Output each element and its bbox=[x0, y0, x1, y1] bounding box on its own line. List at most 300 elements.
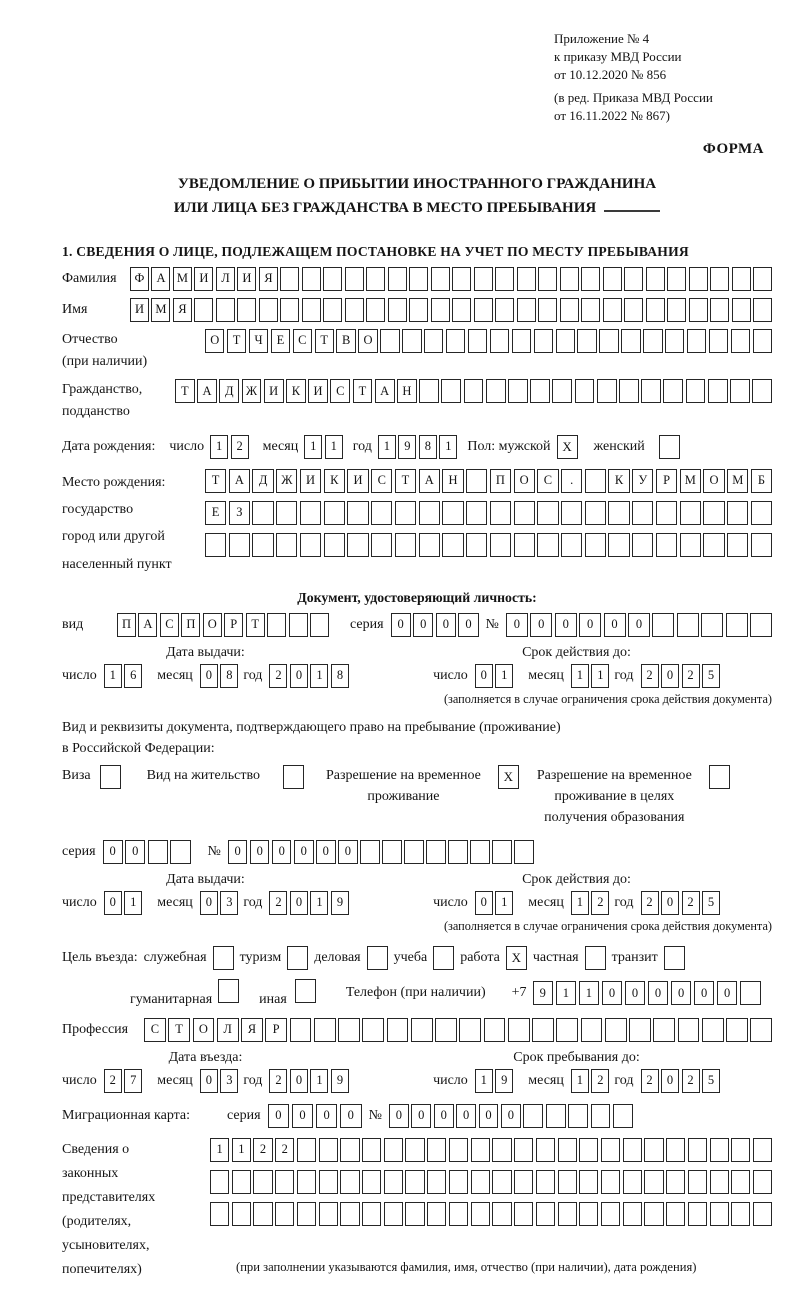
sex-male-checkbox[interactable]: X bbox=[557, 435, 578, 459]
char-cell[interactable] bbox=[340, 1170, 359, 1194]
char-cell[interactable] bbox=[347, 501, 368, 525]
char-cell[interactable] bbox=[492, 1170, 511, 1194]
char-cell[interactable] bbox=[605, 1018, 627, 1042]
char-cell[interactable] bbox=[360, 840, 380, 864]
char-cell[interactable] bbox=[585, 501, 606, 525]
char-cell[interactable] bbox=[471, 1170, 490, 1194]
char-cell[interactable] bbox=[560, 298, 579, 322]
char-cell[interactable]: 0 bbox=[103, 840, 123, 864]
char-cell[interactable]: 1 bbox=[310, 1069, 328, 1093]
char-cell[interactable] bbox=[302, 267, 321, 291]
char-cell[interactable] bbox=[297, 1170, 316, 1194]
char-cell[interactable] bbox=[688, 1202, 707, 1226]
sex-female-checkbox[interactable] bbox=[659, 435, 680, 459]
char-cell[interactable] bbox=[517, 298, 536, 322]
char-cell[interactable]: М bbox=[151, 298, 170, 322]
char-cell[interactable] bbox=[710, 267, 729, 291]
char-cell[interactable]: 2 bbox=[641, 891, 659, 915]
char-cell[interactable]: 0 bbox=[717, 981, 738, 1005]
char-cell[interactable]: 0 bbox=[200, 664, 218, 688]
char-cell[interactable] bbox=[459, 1018, 481, 1042]
char-cell[interactable] bbox=[514, 533, 535, 557]
char-cell[interactable]: 0 bbox=[228, 840, 248, 864]
char-cell[interactable] bbox=[624, 267, 643, 291]
char-cell[interactable] bbox=[468, 329, 487, 353]
char-cell[interactable] bbox=[492, 1138, 511, 1162]
char-cell[interactable]: Я bbox=[173, 298, 192, 322]
char-cell[interactable]: Ф bbox=[130, 267, 149, 291]
char-cell[interactable] bbox=[537, 501, 558, 525]
char-cell[interactable]: З bbox=[229, 501, 250, 525]
char-cell[interactable]: И bbox=[130, 298, 149, 322]
char-cell[interactable]: 0 bbox=[506, 613, 528, 637]
char-cell[interactable] bbox=[753, 329, 772, 353]
char-cell[interactable] bbox=[302, 298, 321, 322]
char-cell[interactable] bbox=[703, 533, 724, 557]
char-cell[interactable]: Т bbox=[246, 613, 265, 637]
char-cell[interactable]: М bbox=[727, 469, 748, 493]
char-cell[interactable]: О bbox=[703, 469, 724, 493]
char-cell[interactable]: С bbox=[537, 469, 558, 493]
char-cell[interactable]: 8 bbox=[331, 664, 349, 688]
char-cell[interactable]: Р bbox=[656, 469, 677, 493]
char-cell[interactable]: С bbox=[293, 329, 312, 353]
char-cell[interactable] bbox=[362, 1202, 381, 1226]
char-cell[interactable] bbox=[597, 379, 617, 403]
char-cell[interactable] bbox=[280, 298, 299, 322]
char-cell[interactable]: И bbox=[194, 267, 213, 291]
char-cell[interactable] bbox=[387, 1018, 409, 1042]
char-cell[interactable]: Т bbox=[227, 329, 246, 353]
char-cell[interactable]: 0 bbox=[436, 613, 456, 637]
char-cell[interactable]: Ч bbox=[249, 329, 268, 353]
char-cell[interactable]: 0 bbox=[292, 1104, 314, 1128]
char-cell[interactable]: С bbox=[144, 1018, 166, 1042]
char-cell[interactable] bbox=[426, 840, 446, 864]
char-cell[interactable] bbox=[323, 298, 342, 322]
char-cell[interactable] bbox=[556, 329, 575, 353]
char-cell[interactable]: 1 bbox=[124, 891, 142, 915]
char-cell[interactable]: А bbox=[151, 267, 170, 291]
char-cell[interactable]: 1 bbox=[571, 891, 589, 915]
char-cell[interactable]: Б bbox=[751, 469, 772, 493]
char-cell[interactable] bbox=[530, 379, 550, 403]
char-cell[interactable] bbox=[470, 840, 490, 864]
char-cell[interactable] bbox=[688, 1170, 707, 1194]
char-cell[interactable] bbox=[538, 298, 557, 322]
char-cell[interactable] bbox=[442, 501, 463, 525]
char-cell[interactable] bbox=[579, 1170, 598, 1194]
char-cell[interactable]: 0 bbox=[316, 840, 336, 864]
char-cell[interactable] bbox=[653, 1018, 675, 1042]
char-cell[interactable]: 0 bbox=[501, 1104, 521, 1128]
char-cell[interactable] bbox=[689, 298, 708, 322]
char-cell[interactable] bbox=[558, 1202, 577, 1226]
char-cell[interactable] bbox=[405, 1202, 424, 1226]
char-cell[interactable]: 1 bbox=[556, 981, 577, 1005]
char-cell[interactable] bbox=[384, 1170, 403, 1194]
char-cell[interactable]: С bbox=[160, 613, 179, 637]
char-cell[interactable] bbox=[585, 533, 606, 557]
char-cell[interactable]: 9 bbox=[495, 1069, 513, 1093]
char-cell[interactable]: Л bbox=[216, 267, 235, 291]
char-cell[interactable] bbox=[297, 1202, 316, 1226]
char-cell[interactable] bbox=[405, 1170, 424, 1194]
purpose-work-checkbox[interactable]: X bbox=[506, 946, 527, 970]
char-cell[interactable] bbox=[441, 379, 461, 403]
char-cell[interactable]: 0 bbox=[290, 891, 308, 915]
char-cell[interactable]: 0 bbox=[604, 613, 626, 637]
char-cell[interactable] bbox=[753, 298, 772, 322]
char-cell[interactable] bbox=[431, 267, 450, 291]
char-cell[interactable]: 0 bbox=[268, 1104, 290, 1128]
char-cell[interactable] bbox=[623, 1170, 642, 1194]
char-cell[interactable] bbox=[466, 501, 487, 525]
char-cell[interactable] bbox=[419, 501, 440, 525]
char-cell[interactable] bbox=[608, 533, 629, 557]
char-cell[interactable] bbox=[644, 1202, 663, 1226]
char-cell[interactable]: О bbox=[358, 329, 377, 353]
char-cell[interactable]: 2 bbox=[641, 664, 659, 688]
char-cell[interactable] bbox=[319, 1202, 338, 1226]
char-cell[interactable]: 0 bbox=[294, 840, 314, 864]
char-cell[interactable]: Р bbox=[224, 613, 243, 637]
char-cell[interactable] bbox=[148, 840, 168, 864]
char-cell[interactable]: Т bbox=[315, 329, 334, 353]
char-cell[interactable]: 1 bbox=[210, 1138, 229, 1162]
char-cell[interactable] bbox=[384, 1202, 403, 1226]
char-cell[interactable] bbox=[446, 329, 465, 353]
char-cell[interactable]: 0 bbox=[389, 1104, 409, 1128]
char-cell[interactable] bbox=[546, 1104, 566, 1128]
char-cell[interactable]: 0 bbox=[250, 840, 270, 864]
char-cell[interactable] bbox=[537, 533, 558, 557]
char-cell[interactable] bbox=[419, 533, 440, 557]
char-cell[interactable] bbox=[517, 267, 536, 291]
char-cell[interactable] bbox=[731, 1170, 750, 1194]
char-cell[interactable] bbox=[427, 1138, 446, 1162]
char-cell[interactable]: П bbox=[117, 613, 136, 637]
char-cell[interactable] bbox=[560, 267, 579, 291]
char-cell[interactable] bbox=[575, 379, 595, 403]
char-cell[interactable] bbox=[753, 1202, 772, 1226]
char-cell[interactable]: 0 bbox=[648, 981, 669, 1005]
char-cell[interactable] bbox=[237, 298, 256, 322]
char-cell[interactable] bbox=[731, 1138, 750, 1162]
char-cell[interactable]: 1 bbox=[495, 664, 513, 688]
char-cell[interactable] bbox=[666, 1138, 685, 1162]
char-cell[interactable]: 1 bbox=[210, 435, 228, 459]
char-cell[interactable]: Ж bbox=[242, 379, 262, 403]
char-cell[interactable]: 5 bbox=[702, 1069, 720, 1093]
char-cell[interactable]: В bbox=[336, 329, 355, 353]
char-cell[interactable] bbox=[663, 379, 683, 403]
char-cell[interactable]: 2 bbox=[641, 1069, 659, 1093]
char-cell[interactable]: Т bbox=[395, 469, 416, 493]
char-cell[interactable] bbox=[701, 613, 723, 637]
char-cell[interactable]: К bbox=[608, 469, 629, 493]
char-cell[interactable] bbox=[629, 1018, 651, 1042]
char-cell[interactable] bbox=[471, 1202, 490, 1226]
char-cell[interactable] bbox=[366, 298, 385, 322]
char-cell[interactable] bbox=[466, 533, 487, 557]
char-cell[interactable] bbox=[710, 1138, 729, 1162]
char-cell[interactable] bbox=[290, 1018, 312, 1042]
char-cell[interactable] bbox=[687, 329, 706, 353]
char-cell[interactable] bbox=[216, 298, 235, 322]
char-cell[interactable]: 0 bbox=[458, 613, 478, 637]
char-cell[interactable] bbox=[532, 1018, 554, 1042]
char-cell[interactable] bbox=[667, 267, 686, 291]
purpose-humanitarian-checkbox[interactable] bbox=[218, 979, 239, 1003]
char-cell[interactable]: 0 bbox=[104, 891, 122, 915]
purpose-other-checkbox[interactable] bbox=[295, 979, 316, 1003]
char-cell[interactable]: 0 bbox=[671, 981, 692, 1005]
char-cell[interactable] bbox=[402, 329, 421, 353]
purpose-study-checkbox[interactable] bbox=[433, 946, 454, 970]
char-cell[interactable]: К bbox=[286, 379, 306, 403]
char-cell[interactable] bbox=[388, 298, 407, 322]
char-cell[interactable] bbox=[536, 1170, 555, 1194]
char-cell[interactable] bbox=[750, 613, 772, 637]
char-cell[interactable] bbox=[753, 1170, 772, 1194]
char-cell[interactable]: А bbox=[375, 379, 395, 403]
char-cell[interactable] bbox=[323, 267, 342, 291]
char-cell[interactable]: 2 bbox=[104, 1069, 122, 1093]
char-cell[interactable] bbox=[275, 1170, 294, 1194]
char-cell[interactable]: 1 bbox=[439, 435, 457, 459]
char-cell[interactable] bbox=[603, 267, 622, 291]
char-cell[interactable] bbox=[371, 501, 392, 525]
char-cell[interactable]: 0 bbox=[290, 664, 308, 688]
char-cell[interactable] bbox=[449, 1170, 468, 1194]
char-cell[interactable] bbox=[276, 533, 297, 557]
char-cell[interactable] bbox=[259, 298, 278, 322]
char-cell[interactable]: 1 bbox=[104, 664, 122, 688]
char-cell[interactable] bbox=[750, 1018, 772, 1042]
char-cell[interactable] bbox=[300, 533, 321, 557]
char-cell[interactable] bbox=[464, 379, 484, 403]
char-cell[interactable] bbox=[232, 1170, 251, 1194]
char-cell[interactable]: 0 bbox=[411, 1104, 431, 1128]
char-cell[interactable] bbox=[275, 1202, 294, 1226]
char-cell[interactable] bbox=[267, 613, 286, 637]
char-cell[interactable]: 1 bbox=[325, 435, 343, 459]
char-cell[interactable] bbox=[486, 379, 506, 403]
char-cell[interactable] bbox=[362, 1138, 381, 1162]
char-cell[interactable]: А bbox=[419, 469, 440, 493]
char-cell[interactable] bbox=[623, 1138, 642, 1162]
char-cell[interactable]: 0 bbox=[272, 840, 292, 864]
char-cell[interactable]: 3 bbox=[220, 1069, 238, 1093]
char-cell[interactable]: У bbox=[632, 469, 653, 493]
char-cell[interactable]: Е bbox=[205, 501, 226, 525]
char-cell[interactable]: 0 bbox=[434, 1104, 454, 1128]
char-cell[interactable] bbox=[603, 298, 622, 322]
char-cell[interactable] bbox=[442, 533, 463, 557]
char-cell[interactable]: 9 bbox=[398, 435, 416, 459]
char-cell[interactable]: 7 bbox=[124, 1069, 142, 1093]
char-cell[interactable] bbox=[552, 379, 572, 403]
char-cell[interactable]: 0 bbox=[125, 840, 145, 864]
char-cell[interactable]: С bbox=[330, 379, 350, 403]
char-cell[interactable] bbox=[170, 840, 190, 864]
char-cell[interactable]: Н bbox=[442, 469, 463, 493]
char-cell[interactable] bbox=[452, 298, 471, 322]
char-cell[interactable]: 0 bbox=[413, 613, 433, 637]
char-cell[interactable]: Н bbox=[397, 379, 417, 403]
char-cell[interactable]: 0 bbox=[661, 664, 679, 688]
char-cell[interactable]: А bbox=[229, 469, 250, 493]
char-cell[interactable]: 0 bbox=[661, 1069, 679, 1093]
char-cell[interactable]: 2 bbox=[269, 891, 287, 915]
char-cell[interactable]: 9 bbox=[331, 1069, 349, 1093]
char-cell[interactable]: 1 bbox=[310, 891, 328, 915]
char-cell[interactable] bbox=[210, 1202, 229, 1226]
char-cell[interactable] bbox=[492, 840, 512, 864]
char-cell[interactable]: О bbox=[203, 613, 222, 637]
char-cell[interactable] bbox=[252, 501, 273, 525]
char-cell[interactable]: 1 bbox=[310, 664, 328, 688]
char-cell[interactable] bbox=[585, 469, 606, 493]
char-cell[interactable] bbox=[751, 501, 772, 525]
char-cell[interactable] bbox=[452, 267, 471, 291]
char-cell[interactable] bbox=[666, 1170, 685, 1194]
char-cell[interactable] bbox=[726, 1018, 748, 1042]
char-cell[interactable] bbox=[677, 613, 699, 637]
char-cell[interactable] bbox=[466, 469, 487, 493]
char-cell[interactable] bbox=[710, 298, 729, 322]
char-cell[interactable]: И bbox=[237, 267, 256, 291]
char-cell[interactable] bbox=[644, 1138, 663, 1162]
char-cell[interactable] bbox=[409, 267, 428, 291]
char-cell[interactable] bbox=[710, 1202, 729, 1226]
char-cell[interactable]: 8 bbox=[419, 435, 437, 459]
char-cell[interactable] bbox=[371, 533, 392, 557]
char-cell[interactable] bbox=[345, 298, 364, 322]
char-cell[interactable] bbox=[558, 1138, 577, 1162]
char-cell[interactable]: Д bbox=[252, 469, 273, 493]
char-cell[interactable]: 0 bbox=[530, 613, 552, 637]
char-cell[interactable] bbox=[731, 1202, 750, 1226]
char-cell[interactable] bbox=[490, 533, 511, 557]
char-cell[interactable] bbox=[411, 1018, 433, 1042]
char-cell[interactable] bbox=[514, 840, 534, 864]
char-cell[interactable] bbox=[686, 379, 706, 403]
char-cell[interactable] bbox=[319, 1138, 338, 1162]
char-cell[interactable]: 0 bbox=[340, 1104, 362, 1128]
char-cell[interactable]: И bbox=[264, 379, 284, 403]
char-cell[interactable] bbox=[427, 1202, 446, 1226]
char-cell[interactable]: Р bbox=[265, 1018, 287, 1042]
char-cell[interactable] bbox=[577, 329, 596, 353]
char-cell[interactable] bbox=[646, 267, 665, 291]
char-cell[interactable] bbox=[579, 1202, 598, 1226]
char-cell[interactable]: 0 bbox=[694, 981, 715, 1005]
char-cell[interactable] bbox=[703, 501, 724, 525]
char-cell[interactable] bbox=[680, 533, 701, 557]
purpose-official-checkbox[interactable] bbox=[213, 946, 234, 970]
char-cell[interactable] bbox=[601, 1202, 620, 1226]
char-cell[interactable] bbox=[448, 840, 468, 864]
char-cell[interactable] bbox=[556, 1018, 578, 1042]
purpose-private-checkbox[interactable] bbox=[585, 946, 606, 970]
char-cell[interactable]: Т bbox=[205, 469, 226, 493]
char-cell[interactable]: 9 bbox=[331, 891, 349, 915]
char-cell[interactable] bbox=[591, 1104, 611, 1128]
char-cell[interactable] bbox=[395, 533, 416, 557]
char-cell[interactable] bbox=[751, 533, 772, 557]
char-cell[interactable] bbox=[232, 1202, 251, 1226]
char-cell[interactable]: 0 bbox=[475, 664, 493, 688]
char-cell[interactable] bbox=[514, 1202, 533, 1226]
char-cell[interactable]: 0 bbox=[200, 891, 218, 915]
char-cell[interactable]: М bbox=[680, 469, 701, 493]
char-cell[interactable] bbox=[753, 267, 772, 291]
char-cell[interactable] bbox=[405, 1138, 424, 1162]
char-cell[interactable] bbox=[310, 613, 329, 637]
char-cell[interactable] bbox=[362, 1170, 381, 1194]
char-cell[interactable]: Т bbox=[175, 379, 195, 403]
char-cell[interactable]: 8 bbox=[220, 664, 238, 688]
char-cell[interactable] bbox=[388, 267, 407, 291]
char-cell[interactable] bbox=[514, 1170, 533, 1194]
char-cell[interactable] bbox=[581, 298, 600, 322]
char-cell[interactable] bbox=[382, 840, 402, 864]
char-cell[interactable]: 1 bbox=[571, 1069, 589, 1093]
char-cell[interactable] bbox=[471, 1138, 490, 1162]
char-cell[interactable] bbox=[726, 613, 748, 637]
char-cell[interactable]: К bbox=[324, 469, 345, 493]
char-cell[interactable] bbox=[641, 379, 661, 403]
char-cell[interactable]: П bbox=[181, 613, 200, 637]
char-cell[interactable] bbox=[601, 1170, 620, 1194]
char-cell[interactable] bbox=[495, 267, 514, 291]
char-cell[interactable]: 0 bbox=[391, 613, 411, 637]
char-cell[interactable] bbox=[449, 1202, 468, 1226]
char-cell[interactable] bbox=[702, 1018, 724, 1042]
char-cell[interactable] bbox=[752, 379, 772, 403]
char-cell[interactable] bbox=[710, 1170, 729, 1194]
char-cell[interactable]: Л bbox=[217, 1018, 239, 1042]
char-cell[interactable] bbox=[395, 501, 416, 525]
char-cell[interactable] bbox=[297, 1138, 316, 1162]
char-cell[interactable] bbox=[366, 267, 385, 291]
char-cell[interactable] bbox=[581, 1018, 603, 1042]
residence-permit-checkbox[interactable] bbox=[283, 765, 304, 789]
char-cell[interactable] bbox=[561, 501, 582, 525]
char-cell[interactable] bbox=[666, 1202, 685, 1226]
char-cell[interactable]: 0 bbox=[579, 613, 601, 637]
char-cell[interactable] bbox=[345, 267, 364, 291]
char-cell[interactable] bbox=[495, 298, 514, 322]
char-cell[interactable]: О bbox=[205, 329, 224, 353]
char-cell[interactable] bbox=[508, 1018, 530, 1042]
char-cell[interactable]: 1 bbox=[475, 1069, 493, 1093]
temp-edu-checkbox[interactable] bbox=[709, 765, 730, 789]
char-cell[interactable]: С bbox=[371, 469, 392, 493]
char-cell[interactable] bbox=[623, 1202, 642, 1226]
char-cell[interactable]: 6 bbox=[124, 664, 142, 688]
char-cell[interactable] bbox=[608, 501, 629, 525]
char-cell[interactable]: 3 bbox=[220, 891, 238, 915]
char-cell[interactable] bbox=[689, 267, 708, 291]
char-cell[interactable] bbox=[253, 1170, 272, 1194]
char-cell[interactable] bbox=[732, 267, 751, 291]
char-cell[interactable] bbox=[601, 1138, 620, 1162]
char-cell[interactable] bbox=[409, 298, 428, 322]
char-cell[interactable]: 0 bbox=[628, 613, 650, 637]
